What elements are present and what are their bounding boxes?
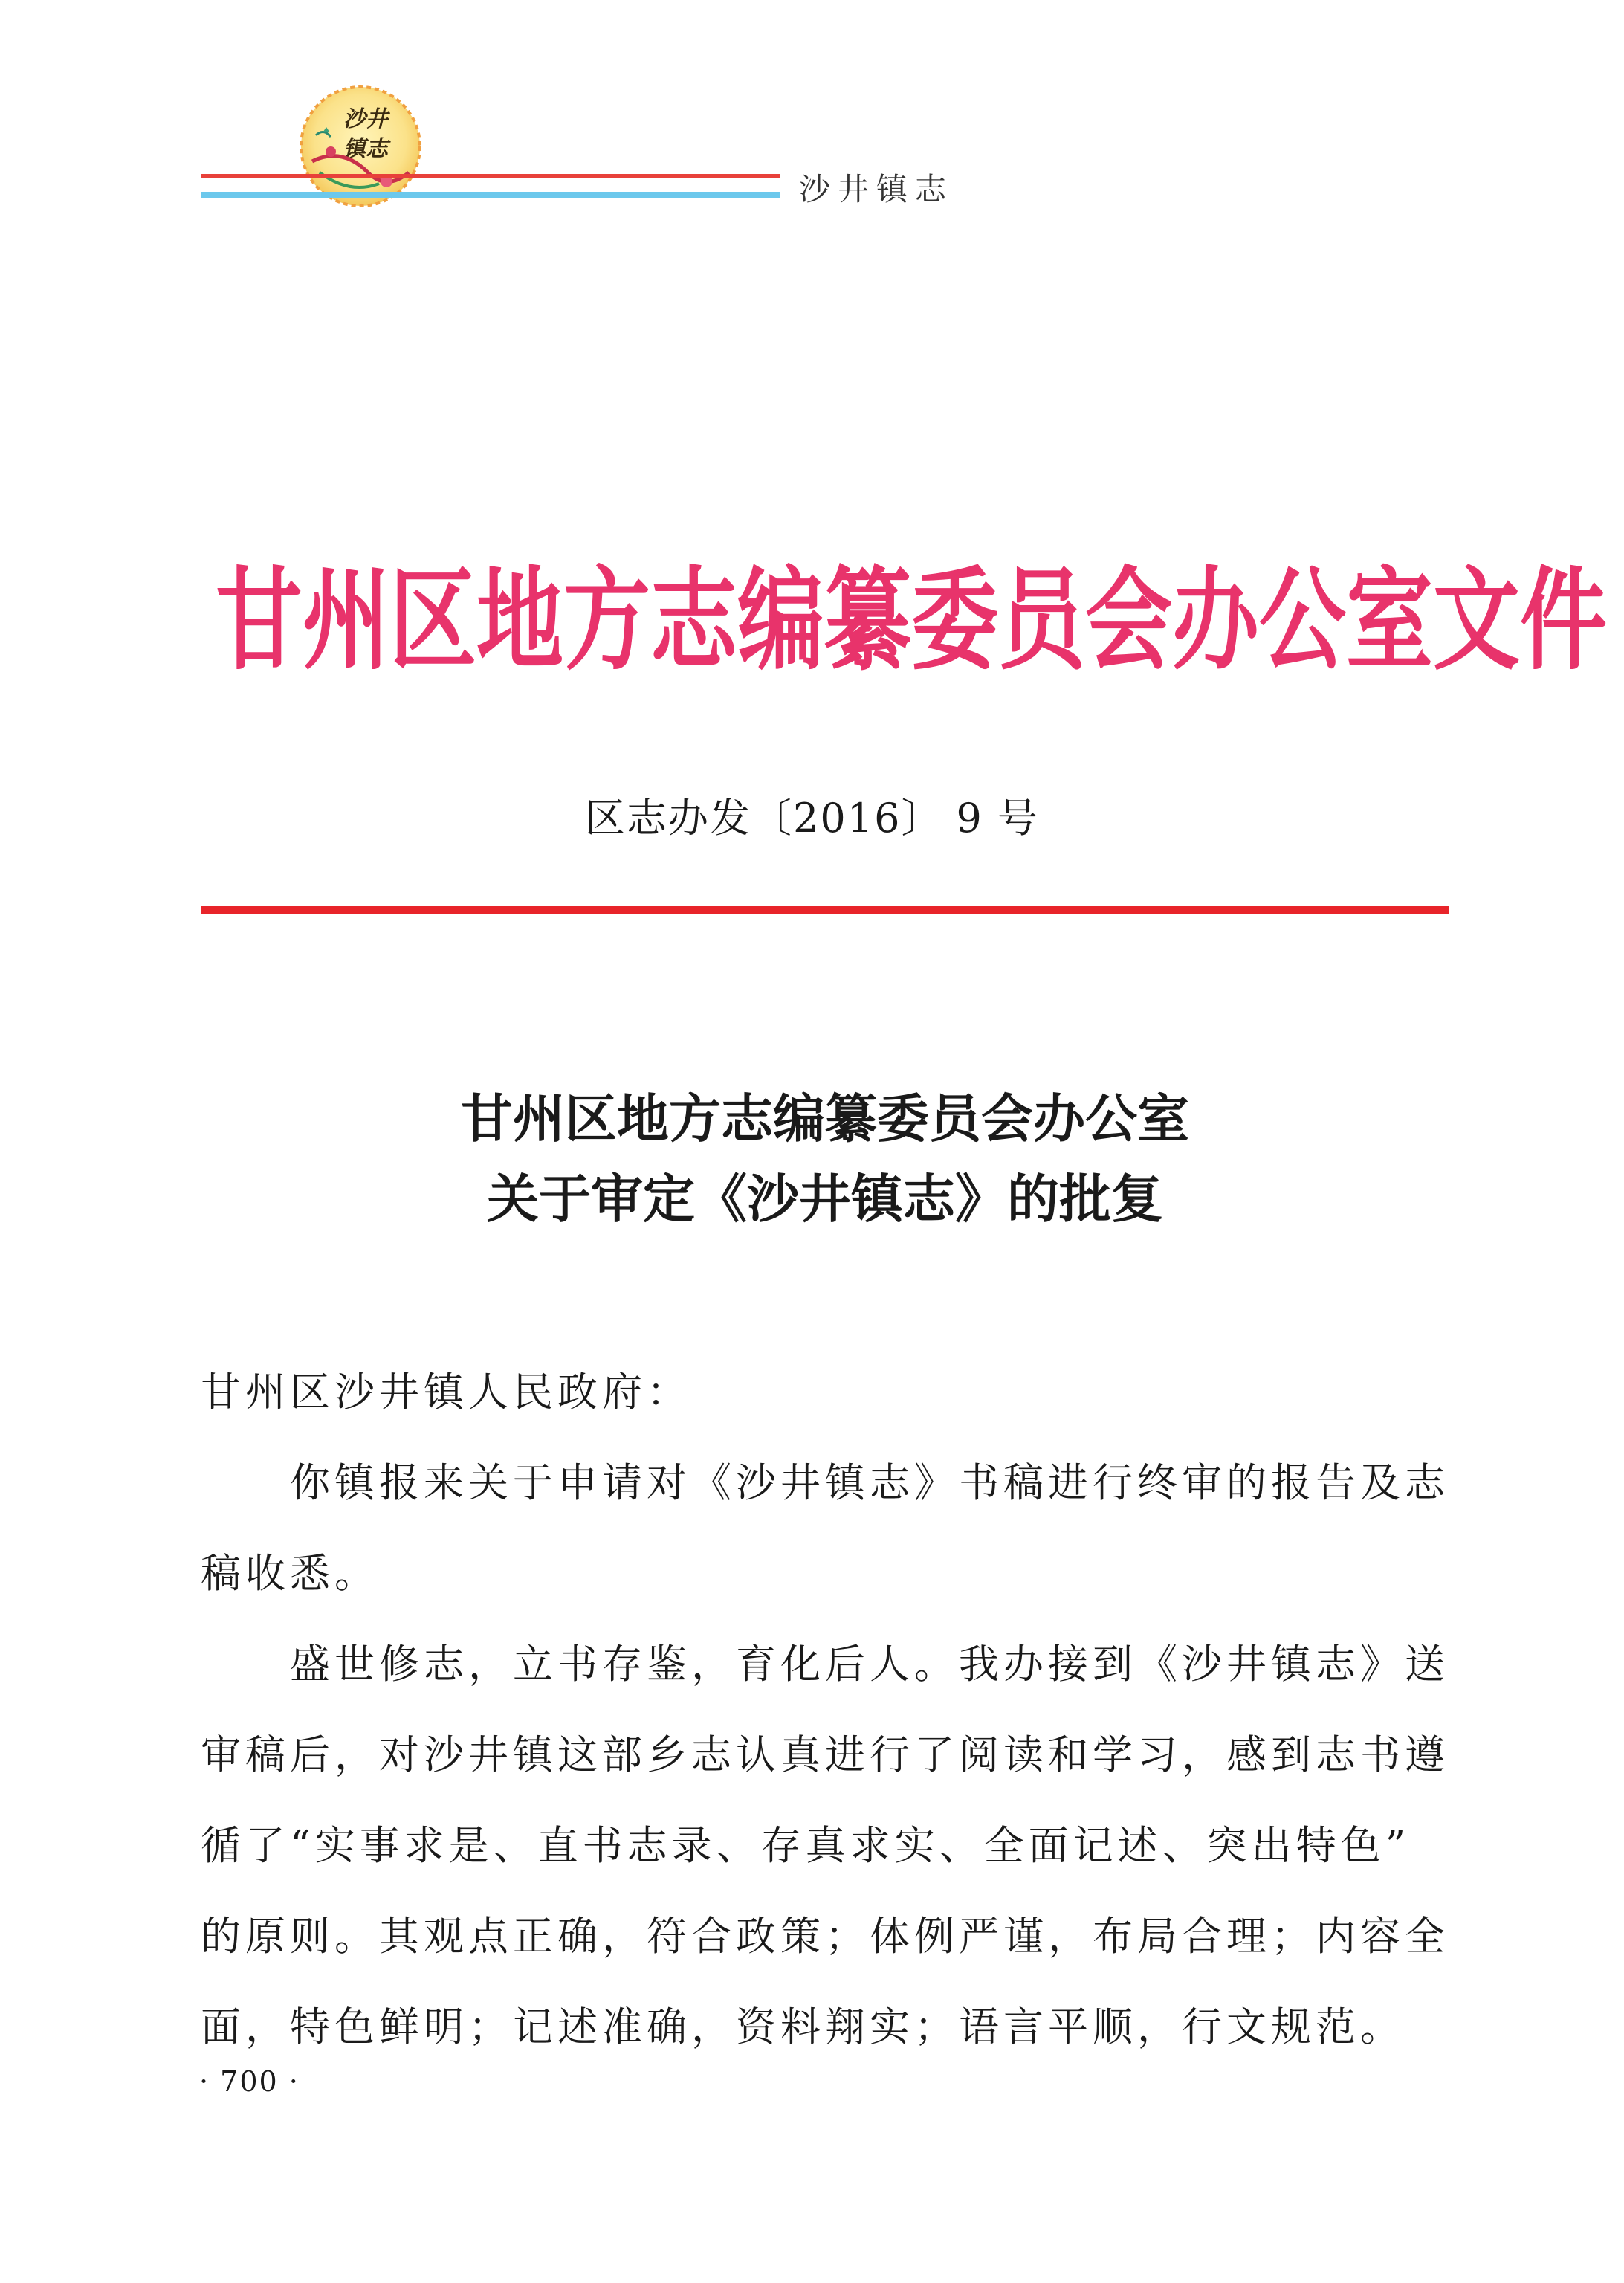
header-rule-blue bbox=[201, 192, 780, 198]
document-number-prefix: 区志办发〔2016〕 bbox=[585, 795, 943, 842]
addressee: 甘州区沙井镇人民政府： bbox=[201, 1369, 691, 1415]
logo-seal-graphic bbox=[297, 83, 424, 210]
body-line: 你镇报来关于申请对《沙井镇志》书稿进行终审的报告及志 bbox=[201, 1459, 1449, 1506]
body-line: 的原则。其观点正确，符合政策；体例严谨，布局合理；内容全 bbox=[201, 1913, 1449, 1960]
body-line: 审稿后，对沙井镇这部乡志认真进行了阅读和学习，感到志书遵 bbox=[201, 1731, 1449, 1778]
document-title-line2: 关于审定《沙井镇志》的批复 bbox=[487, 1168, 1163, 1230]
banner-separator-rule bbox=[201, 906, 1449, 914]
document-title-line1: 甘州区地方志编纂委员会办公室 bbox=[461, 1088, 1189, 1149]
document-banner: 甘州区地方志编纂委员会办公室文件 bbox=[216, 555, 1608, 686]
running-title: 沙井镇志 bbox=[799, 171, 954, 207]
svg-text:镇志: 镇志 bbox=[343, 136, 388, 162]
header-rule-red bbox=[201, 174, 780, 178]
body-line: 循了“实事求是、直书志录、存真求实、全面记述、突出特色” bbox=[201, 1822, 1411, 1869]
document-number bbox=[201, 787, 1423, 844]
town-gazetteer-logo bbox=[297, 83, 424, 210]
body-line: 稿收悉。 bbox=[201, 1550, 379, 1597]
document-number-suffix: 9 号 bbox=[956, 795, 1039, 842]
svg-text:沙井: 沙井 bbox=[343, 106, 388, 132]
body-line: 面，特色鲜明；记述准确，资料翔实；语言平顺，行文规范。 bbox=[201, 2003, 1405, 2050]
body-line: 盛世修志，立书存鉴，育化后人。我办接到《沙井镇志》送 bbox=[201, 1641, 1449, 1688]
page-number: · 700 · bbox=[199, 2065, 300, 2098]
